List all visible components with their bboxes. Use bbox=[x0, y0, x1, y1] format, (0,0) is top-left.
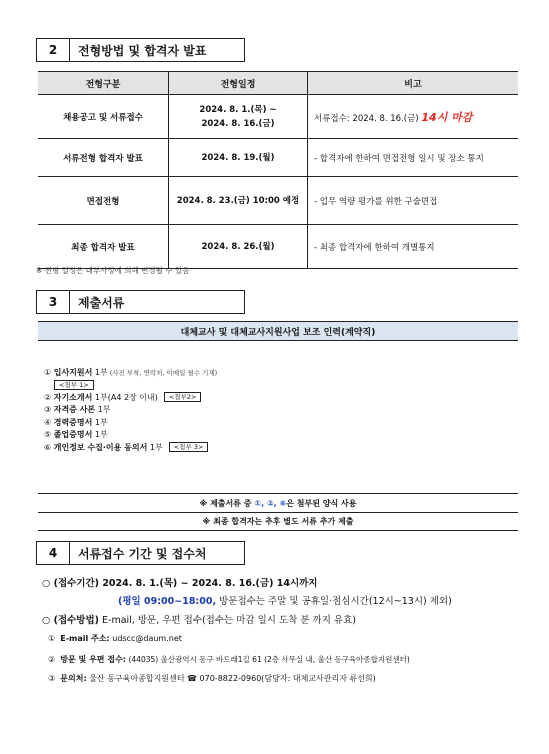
date-cell: 2024. 8. 26.(월) bbox=[169, 225, 308, 269]
notice-template bbox=[38, 493, 518, 513]
list-item bbox=[44, 391, 217, 404]
doc-name: 경력증명서 bbox=[53, 417, 93, 427]
attachment-tag: <첨부 1> bbox=[54, 380, 94, 390]
stage-cell: 면접전형 bbox=[38, 177, 169, 225]
contact-line bbox=[48, 673, 376, 684]
doc-name: 개인정보 수집·이용 동의서 bbox=[53, 442, 148, 452]
stage-cell: 채용공고 및 서류접수 bbox=[38, 95, 169, 139]
section-2-header bbox=[36, 38, 245, 62]
visit-label: 방문 및 우편 접수: bbox=[60, 655, 126, 664]
date-line-2: 2024. 8. 16.(금) bbox=[201, 118, 275, 129]
note-cell bbox=[308, 95, 519, 139]
notice-items: ①, ②, ⑥ bbox=[254, 498, 287, 508]
visit-address: (44035) 울산광역시 동구 바드래1길 61 (2층 사무실 내, 울산 동구육아종합지원센터) bbox=[128, 655, 410, 664]
note-cell: - 최종 합격자에 한하여 개별통지 bbox=[308, 225, 519, 269]
visit-line bbox=[48, 654, 410, 665]
list-item bbox=[44, 366, 217, 379]
section-3-header bbox=[36, 290, 245, 314]
position-bar: 대체교사 및 대체교사지원사업 보조 인력(계약직) bbox=[38, 321, 518, 341]
hours-exclusion: 방문접수는 주말 및 공휴일·점심시간(12시~13시) 제외) bbox=[219, 596, 452, 607]
period-label: ○ (접수기간) bbox=[42, 578, 99, 589]
header-note: 비고 bbox=[308, 72, 519, 95]
header-date: 전형일정 bbox=[169, 72, 308, 95]
doc-qty: 1부 bbox=[94, 367, 108, 377]
table-header-row bbox=[38, 72, 518, 95]
item-number: ① bbox=[48, 634, 56, 643]
hours-line bbox=[118, 593, 452, 607]
method-value: E-mail, 방문, 우편 접수(접수는 마감 일시 도착 분 까지 유효) bbox=[102, 615, 356, 626]
contact-info: 울산 동구육아종합지원센터 ☎ 070-8822-0960(담당자: 대체교사관리자 류선희) bbox=[89, 674, 376, 683]
item-number: ② bbox=[48, 655, 56, 664]
date-cell: 2024. 8. 23.(금) 10:00 예정 bbox=[169, 177, 308, 225]
doc-qty: 1부(A4 2장 이내) bbox=[94, 392, 158, 402]
item-number: ② bbox=[44, 392, 52, 402]
section-number: 4 bbox=[36, 541, 70, 565]
table-row bbox=[38, 225, 518, 269]
notice-text: ※ 제출서류 중 bbox=[199, 498, 252, 508]
doc-qty: 1부 bbox=[94, 430, 108, 440]
table-row bbox=[38, 139, 518, 177]
item-number: ③ bbox=[44, 405, 52, 415]
list-item bbox=[44, 379, 217, 392]
doc-qty: 1부 bbox=[149, 442, 163, 452]
doc-detail: (사진 부착, 연락처, 이메일 필수 기재) bbox=[109, 368, 218, 377]
deadline-text: 14시 마감 bbox=[421, 110, 473, 124]
table-row bbox=[38, 177, 518, 225]
email-line bbox=[48, 633, 182, 644]
table-row bbox=[38, 95, 518, 139]
section-number: 2 bbox=[36, 38, 70, 62]
item-number: ④ bbox=[44, 417, 52, 427]
hours-weekday: (평일 09:00~18:00, bbox=[118, 596, 217, 607]
stage-cell: 최종 합격자 발표 bbox=[38, 225, 169, 269]
schedule-footnote: ※ 전형 일정은 내부사정에 의해 변경될 수 있음 bbox=[36, 266, 190, 275]
stage-cell: 서류전형 합격자 발표 bbox=[38, 139, 169, 177]
header-stage: 전형구분 bbox=[38, 72, 169, 95]
item-number: ③ bbox=[48, 674, 56, 683]
section-number: 3 bbox=[36, 290, 70, 314]
item-number: ⑤ bbox=[44, 430, 52, 440]
period-line bbox=[42, 575, 317, 589]
section-title: 전형방법 및 합격자 발표 bbox=[70, 38, 245, 62]
attachment-tag: <첨부 3> bbox=[169, 442, 209, 452]
list-item bbox=[44, 416, 217, 429]
item-number: ⑥ bbox=[44, 442, 52, 452]
notice-text-end: 은 첨부된 양식 사용 bbox=[286, 498, 357, 508]
list-item bbox=[44, 441, 217, 454]
method-label: ○ (접수방법) bbox=[42, 615, 99, 626]
contact-label: 문의처: bbox=[60, 674, 87, 683]
doc-name: 자격증 사본 bbox=[53, 405, 96, 415]
section-4-header bbox=[36, 541, 245, 565]
attachment-tag: <첨부2> bbox=[164, 392, 202, 402]
document-list bbox=[44, 366, 217, 454]
note-cell: - 업무 역량 평가를 위한 구술면접 bbox=[308, 177, 519, 225]
section-title: 서류접수 기간 및 접수처 bbox=[70, 541, 245, 565]
list-item bbox=[44, 429, 217, 442]
notice-additional: ※ 최종 합격자는 추후 별도 서류 추가 제출 bbox=[38, 512, 518, 531]
note-text: 서류접수: 2024. 8. 16.(금) bbox=[314, 113, 419, 124]
note-cell: - 합격자에 한하여 면접전형 일시 및 장소 통지 bbox=[308, 139, 519, 177]
period-value: 2024. 8. 1.(목) ~ 2024. 8. 16.(금) 14시까지 bbox=[102, 578, 318, 589]
doc-qty: 1부 bbox=[94, 417, 108, 427]
doc-name: 입사지원서 bbox=[53, 367, 93, 377]
date-cell: 2024. 8. 19.(월) bbox=[169, 139, 308, 177]
email-label: E-mail 주소: bbox=[60, 634, 110, 643]
doc-name: 졸업증명서 bbox=[53, 430, 93, 440]
method-line bbox=[42, 612, 356, 626]
list-item bbox=[44, 404, 217, 417]
email-address[interactable]: udscc@daum.net bbox=[112, 634, 182, 643]
section-title: 제출서류 bbox=[70, 290, 245, 314]
doc-qty: 1부 bbox=[97, 405, 111, 415]
date-line-1: 2024. 8. 1.(목) ~ bbox=[199, 104, 277, 115]
date-cell bbox=[169, 95, 308, 139]
item-number: ① bbox=[44, 367, 52, 377]
doc-name: 자기소개서 bbox=[53, 392, 93, 402]
schedule-table bbox=[38, 71, 518, 269]
